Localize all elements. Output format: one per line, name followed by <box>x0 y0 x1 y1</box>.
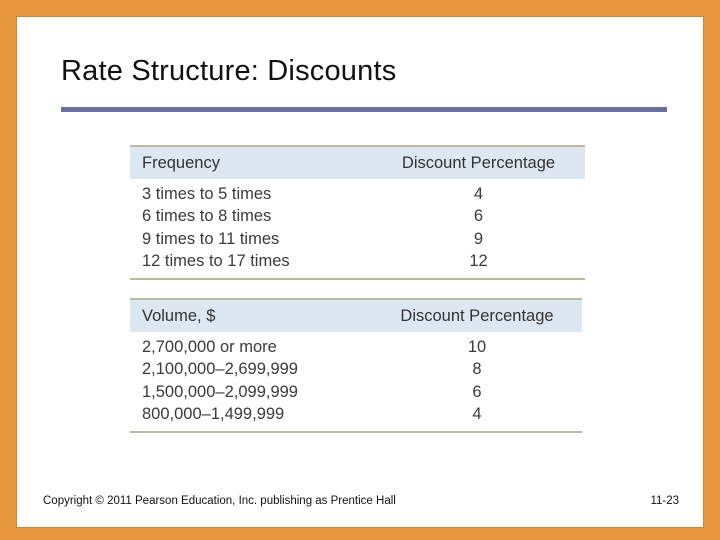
volume-cell: 1,500,000–2,099,999 <box>142 382 298 401</box>
header-discount-percentage: Discount Percentage <box>400 306 554 325</box>
title-underline <box>61 107 667 112</box>
discount-cell: 10 <box>467 337 487 356</box>
volume-discount-table <box>130 298 582 433</box>
discount-cell: 4 <box>472 405 482 424</box>
frequency-cell: 12 times to 17 times <box>142 252 290 271</box>
table-row <box>130 359 582 382</box>
slide-title: Rate Structure: Discounts <box>61 55 397 87</box>
frequency-cell: 6 times to 8 times <box>142 207 272 226</box>
frequency-cell: 3 times to 5 times <box>142 184 272 203</box>
frequency-table-header <box>130 145 585 179</box>
volume-table-body <box>130 332 582 433</box>
slide <box>16 16 704 528</box>
page-number: 11-23 <box>650 495 679 507</box>
volume-table-header <box>130 298 582 332</box>
table-row <box>130 228 585 251</box>
table-row <box>130 251 585 274</box>
volume-cell: 2,100,000–2,699,999 <box>142 360 298 379</box>
frequency-cell: 9 times to 11 times <box>142 229 280 248</box>
discount-cell: 9 <box>473 229 484 248</box>
table-row <box>130 336 582 359</box>
table-row <box>130 206 585 229</box>
frequency-table-body <box>130 179 585 280</box>
table-row <box>130 404 582 427</box>
discount-cell: 6 <box>472 382 482 401</box>
volume-cell: 800,000–1,499,999 <box>142 405 285 424</box>
discount-cell: 4 <box>473 184 484 203</box>
volume-cell: 2,700,000 or more <box>142 337 277 356</box>
header-volume: Volume, $ <box>142 306 216 325</box>
table-row <box>130 183 585 206</box>
header-frequency: Frequency <box>142 153 220 172</box>
frequency-discount-table <box>130 145 585 280</box>
discount-cell: 8 <box>472 360 482 379</box>
discount-cell: 6 <box>473 207 484 226</box>
table-row <box>130 381 582 404</box>
copyright-footer: Copyright © 2011 Pearson Education, Inc. publishing as Prentice Hall <box>43 495 396 507</box>
discount-cell: 12 <box>469 252 488 271</box>
header-discount-percentage: Discount Percentage <box>401 153 556 172</box>
